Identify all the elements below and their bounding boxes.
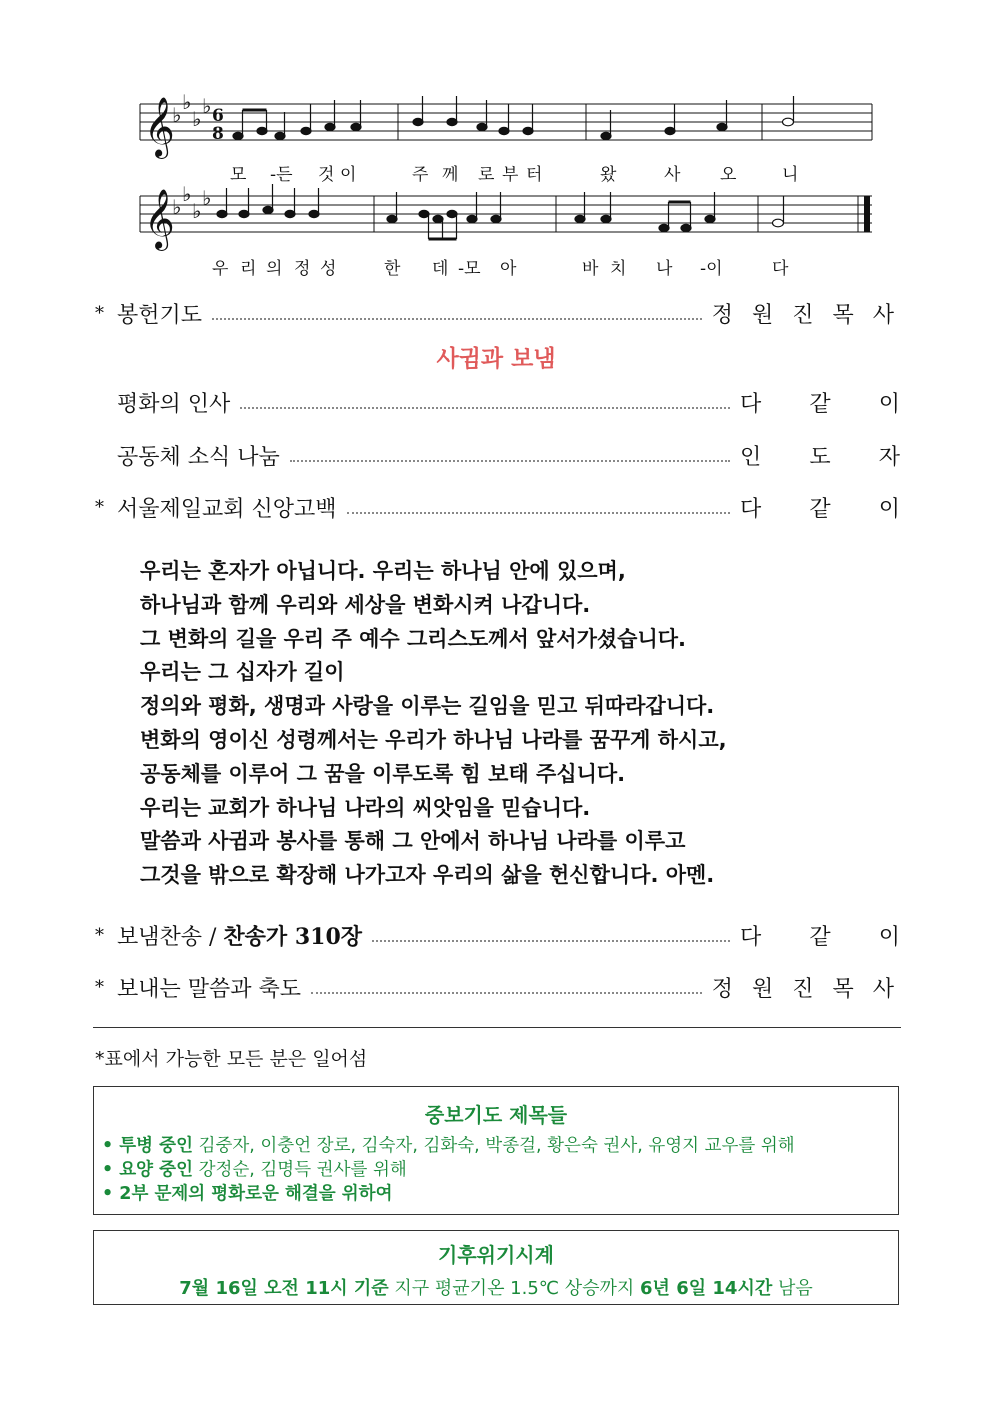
leader-dots xyxy=(311,992,702,994)
row-label: 공동체 소식 나눔 xyxy=(117,444,280,470)
row-leader: 다 같 이 xyxy=(740,496,900,522)
svg-text:𝄞: 𝄞 xyxy=(144,97,175,157)
svg-text:♭: ♭ xyxy=(192,107,202,131)
prayer-box-title: 중보기도 제목들 xyxy=(424,1103,568,1127)
creed-text xyxy=(140,555,727,893)
row-leader: 정 원 진 목 사 xyxy=(711,302,900,328)
creed-line: 우리는 그 십자가 길이 xyxy=(140,660,345,685)
standing-marker: * xyxy=(95,302,104,324)
lyrics-line-1: 모 -든 것 이 주 께 로 부 터 왔 사 오 니 xyxy=(230,165,799,185)
leader-dots xyxy=(347,512,730,514)
climate-box-title: 기후위기시계 xyxy=(438,1243,554,1267)
row-offering-prayer xyxy=(95,296,900,330)
creed-line: 공동체를 이루어 그 꿈을 이루도록 힘 보태 주십니다. xyxy=(140,761,626,786)
standing-marker: * xyxy=(95,496,104,518)
prayer-item: • 요양 중인 강정순, 김명득 권사를 위해 xyxy=(102,1160,407,1180)
row-leader: 인 도 자 xyxy=(740,444,900,470)
row-leader: 다 같 이 xyxy=(740,391,900,417)
prayer-item: • 2부 문제의 평화로운 해결을 위하여 xyxy=(102,1184,393,1204)
notes-line-1 xyxy=(233,96,794,140)
standing-note: *표에서 가능한 모든 분은 일어섬 xyxy=(95,1048,368,1070)
key-signature-flats-icon xyxy=(172,92,211,131)
standing-marker: * xyxy=(95,924,104,946)
time-signature-top: 6 xyxy=(212,106,224,126)
row-sending-hymn xyxy=(95,918,900,952)
creed-line: 변화의 영이신 성령께서는 우리가 하나님 나라를 꿈꾸게 하시고, xyxy=(140,727,727,752)
standing-marker: * xyxy=(95,976,104,998)
leader-dots xyxy=(290,460,730,462)
row-leader: 정 원 진 목 사 xyxy=(711,976,900,1002)
music-staff-1 xyxy=(130,92,880,162)
climate-clock-text: 7월 16일 오전 11시 기준 지구 평균기온 1.5℃ 상승까지 6년 6일 14시간 남음 xyxy=(179,1278,813,1299)
creed-line: 정의와 평화, 생명과 사랑을 이루는 길임을 믿고 뒤따라갑니다. xyxy=(140,694,715,719)
leader-dots xyxy=(372,940,730,942)
prayer-item: • 투병 중인 김중자, 이충언 장로, 김숙자, 김화숙, 박종걸, 황은숙 권사, 유영지 교우를 위해 xyxy=(102,1136,795,1156)
hymn-number: 찬송가 310장 xyxy=(223,923,363,950)
row-label: 보내는 말씀과 축도 xyxy=(117,976,302,1002)
lyrics-line-2: 우 리 의 정 성 한 데 -모 아 바 치 나 -이 다 xyxy=(212,259,789,279)
key-signature-flats-icon xyxy=(172,184,211,223)
row-label: 봉헌기도 xyxy=(117,302,203,328)
row-greeting xyxy=(95,385,900,419)
svg-text:♭: ♭ xyxy=(172,195,182,219)
time-signature-bottom: 8 xyxy=(212,124,224,144)
section-title: 사귐과 보냄 xyxy=(436,346,556,372)
music-staff-2 xyxy=(130,184,880,254)
svg-text:♭: ♭ xyxy=(182,184,192,206)
row-label: 서울제일교회 신앙고백 xyxy=(117,496,337,522)
row-leader: 다 같 이 xyxy=(740,924,900,950)
creed-line: 말씀과 사귐과 봉사를 통해 그 안에서 하나님 나라를 이루고 xyxy=(140,829,686,854)
creed-line: 하나님과 함께 우리와 세상을 변화시켜 나갑니다. xyxy=(140,592,591,617)
svg-text:♭: ♭ xyxy=(182,92,192,114)
row-label: 평화의 인사 xyxy=(117,391,231,417)
notes-line-2 xyxy=(217,184,784,239)
svg-text:♭: ♭ xyxy=(202,186,212,210)
svg-text:𝄞: 𝄞 xyxy=(144,189,175,249)
row-community-news xyxy=(95,438,900,472)
creed-line: 우리는 혼자가 아닙니다. 우리는 하나님 안에 있으며, xyxy=(140,559,626,583)
svg-text:♭: ♭ xyxy=(202,94,212,118)
leader-dots xyxy=(212,318,702,320)
svg-text:♭: ♭ xyxy=(192,199,202,223)
svg-text:♭: ♭ xyxy=(172,103,182,127)
row-label: 보냄찬송 / 찬송가 310장 xyxy=(117,923,363,950)
creed-line: 그것을 밖으로 확장해 나가고자 우리의 삶을 헌신합니다. 아멘. xyxy=(140,863,715,888)
climate-clock-box xyxy=(93,1230,899,1305)
row-creed xyxy=(95,490,900,524)
treble-clef-icon xyxy=(144,189,175,251)
leader-dots xyxy=(240,407,730,409)
creed-line: 그 변화의 길을 우리 주 예수 그리스도께서 앞서가셨습니다. xyxy=(140,626,687,651)
divider xyxy=(93,1027,901,1028)
treble-clef-icon xyxy=(144,97,175,159)
creed-line: 우리는 교회가 하나님 나라의 씨앗임을 믿습니다. xyxy=(140,795,591,820)
row-benediction xyxy=(95,970,900,1004)
prayer-box xyxy=(93,1086,899,1215)
